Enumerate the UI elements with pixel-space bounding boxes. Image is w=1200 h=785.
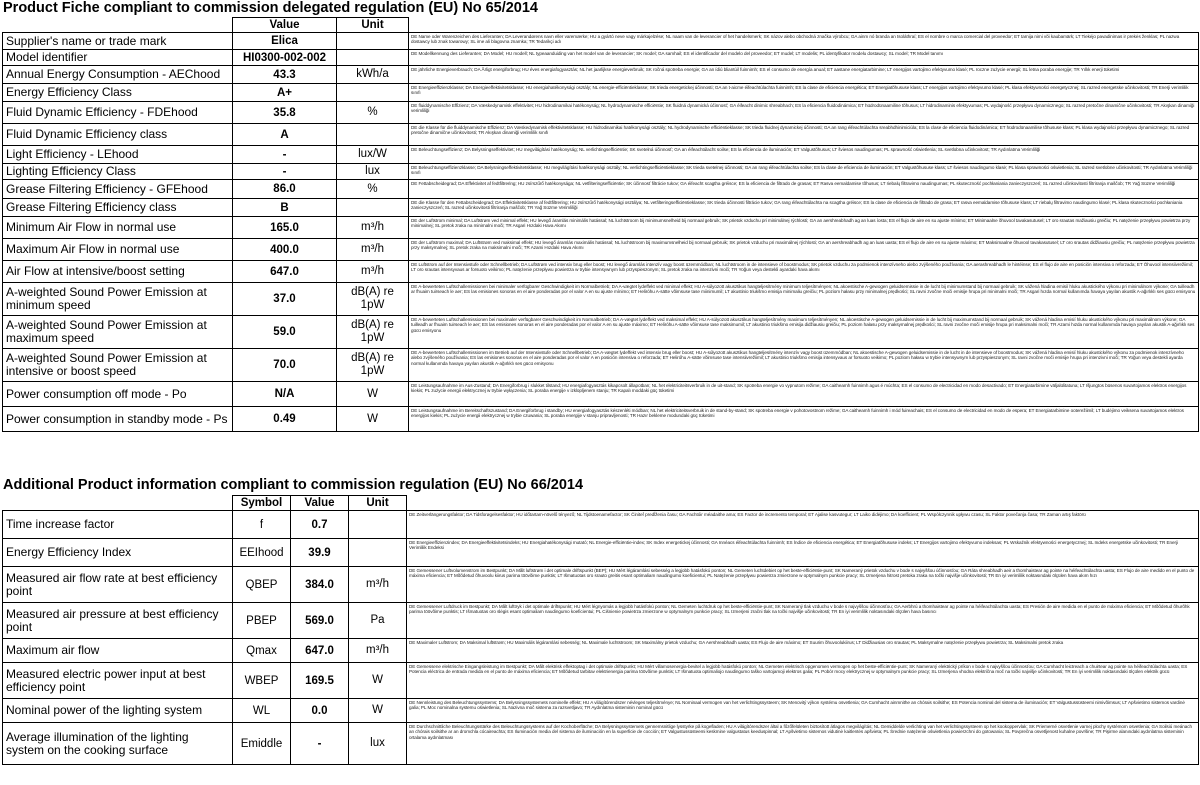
row-translations: DE fluiddynamische Effizienz; DA Væskedynamisk effektivitet; HU hidrodinamikai hatékonyság; NL hydrodynamische efficiëntie; SK fluidná dynamická účinnosť; GA éifeacht dinimic shreabhach; ES la eficiencia fluidodinámica; ET hüdrodünaamiline tõhusus; LT hidrodinaminis efektyvumas; PL wydajność przepływu dynamicznego; SL razred pretočne dinamične učinkovitosti; TR Akışkan dinamiği verimliliği — [409, 102, 1199, 124]
fiche-header-row — [3, 18, 1199, 33]
row-label: Model identifier — [3, 50, 233, 66]
row-value: 384.0 — [291, 567, 349, 603]
row-label: Minimum Air Flow in normal use — [3, 217, 233, 239]
row-translations: DE Name oder Warenzeichen des Lieferanten; DA Leverandørens navn eller varemærke; HU a gyártó neve vagy márkajelzése; NL naam van de leverancier of het handelsmerk; SK názov alebo obchodná značka výrobcu; GA ainm nó branda an tsoláthraí; ES el nombre o marca comercial del proveedor; ET tarnija nimi või kaubamärk; LT Tiekėjo pavadinimas ir prekės ženklas; PL nazwa dostawcy lub znak towarowy; SL ime ali blagovna znamka; TR Tedarikçi adı — [409, 33, 1199, 50]
row-unit: dB(A) re 1pW — [337, 316, 409, 349]
row-unit — [337, 84, 409, 102]
row-value: - — [291, 723, 349, 765]
additional-info-table — [2, 495, 1199, 765]
row-value: 39.9 — [291, 539, 349, 567]
row-label: Maximum Air Flow in normal use — [3, 239, 233, 261]
row-unit: W — [337, 382, 409, 407]
row-translations: DE die Klasse für den Fettabscheidegrad; DA Effektivitetsklasse af fedtfiltrering; HU zsírszűrő hatékonysági osztálya; NL vetfilteringsefficiëntieklasse; SK trieda účinnosti filtrácie tukov; GA rang éifeachtúlachta na scagtha gréisce; ES la clase de eficiencia de filtrado de grasa; ET rasva eemaldamise tõhususe klass; LT riebalų filtravimo naudingumo klasė; PL klasa skuteczności pochłaniania zanieczyszczeń; SL razred učinkovitosti filtriranja maščob; TR Yağ Süzme Verimliliği — [409, 199, 1199, 217]
row-unit — [337, 199, 409, 217]
table-row — [3, 349, 1199, 382]
row-value: 35.8 — [233, 102, 337, 124]
row-unit: m³/h — [337, 261, 409, 283]
table-row — [3, 239, 1199, 261]
row-value: 169.5 — [291, 663, 349, 699]
header-symbol: Symbol — [233, 496, 291, 511]
row-unit: lux/W — [337, 146, 409, 164]
table-row — [3, 261, 1199, 283]
row-unit: m³/h — [349, 567, 407, 603]
row-unit: dB(A) re 1pW — [337, 283, 409, 316]
row-label: Grease Filtering Efficiency - GFEhood — [3, 180, 233, 199]
row-label: Power consumption off mode - Po — [3, 382, 233, 407]
table-row — [3, 217, 1199, 239]
row-value: 86.0 — [233, 180, 337, 199]
table-row — [3, 567, 1199, 603]
row-symbol: EEIhood — [233, 539, 291, 567]
row-value: Elica — [233, 33, 337, 50]
row-translations: DE Beleuchtungseffizienzklasse; DA Belysningseffektivitetsklasse; HU megvilágítási hatékonysági osztály; NL verlichtingsefficiëntieklasse; SK trieda svetelnej účinnosti; GA an rang éifeachtúlachta soilse; ES la clase de eficiencia de iluminación; ET Valgustõhususe klass; LT šviesos naudingumo klasė; PL klasa sprawności oświetlenia; SL razred svetlobne učinkovitosti; TR Aydınlatma Verimliliği sınıfı — [409, 164, 1199, 180]
table-row — [3, 511, 1199, 539]
row-symbol: WBEP — [233, 663, 291, 699]
row-label: A-weighted Sound Power Emission at maximum speed — [3, 316, 233, 349]
row-translations: DE A-bewerteten Luftschallemissionen im Betrieb auf der Intensivstufe oder Schnellbetrieb; DA A-vægtet lydeffekt ved intensiv brug eller boost; HU A-súlyozott akusztikus hangteljesítmény intenzív vagy boost üzemmódban; NL akoestische A-gewogen geluidsemissie in de lucht in de intensieve of boostmodus; SK vážená hladina emisií hluku akustického výkonu za podmienok intenzívneho alebo zvýšeného používania; ES las emisiones sonoras en el aire ponderadas por el valor A en posición intensiva o reforzada; ET Heliróhu A-sätte võimsuse tase intensiivrežiimil; LT akustinio triukšmo emisija intensyvaus ar forsuoto veikimo; PL poziom hałasu w trybie intensywnym lub przyspieszonym; SL ravni zvočne moči emisije hrupa pri intenzivni moči; TR Yoğun veya destekli ayarda normal kullanımda havaya yayılan akustik A-ağırlıklı ses gücü emisyonu — [409, 349, 1199, 382]
header-unit: Unit — [349, 496, 407, 511]
row-translations: DE Nennleistung des Beleuchtungssystems; DA Belysningssystemets nominelle effekt; HU A világítórendszer névleges teljesítménye; NL Nominaal vermogen van het verlichtingssysteem; SK Menovitý výkon systému osvetlenia; GA Cumhacht ainmnithe an chórais soilsithe; ES Potencia nominal del sistema de iluminación; ET Valgustussüsteemi nimivõimsus; LT Apšvietimo sistemos vardinė galia; PL Moc nominalna systemu oświetlenia; SL Nazivna moč sistema za razsvetljavo; TR Aydınlatma sisteminin nominal gücü — [407, 699, 1199, 723]
row-value: 0.0 — [291, 699, 349, 723]
row-unit: lux — [337, 164, 409, 180]
row-translations: DE die Klasse für die fluiddynamische Effizienz; DA Væskedynamisk effektivitetsklasse; HU hidrodinamikai hatékonysági osztály; NL hydrodynamische efficiëntieklasse; SK trieda fluidnej dynamickej účinnosti; GA an rang éifeachtúlachta sreabhdhinimiciúla; ES la clase de eficiencia fluidodinámica; ET hüdrodünaamilise tõhususe klass; PL klasa wydajności przepływu dynamicznego; SL razred pretočne dinamične učinkovitosti; TR Akışkan dinamiği verimlilik sınıfı — [409, 124, 1199, 146]
row-label: Measured air pressure at best efficiency point — [3, 603, 233, 639]
row-translations: DE der Luftstrom minimal; DA Luftstrøm ved minimal effekt; HU levegő áramlás minimális hatással; NL luchtstroom bij minimumsnelheid bij normaal gebruik; SK prietok vzduchu pri minimálnej rýchlosti; GA an aershreabhadh ag an luas íosta; ES el flujo de aire en su ajuste mínimo; ET Minimaalne õhuvool tavakasutusel; LT oro srautas mažiausiu greičiu; PL natężenie przepływu powietrza przy minimalnej; SL pretok zraka na minimalni moči; TR Asgari Hızdaki Hava Akımı — [409, 217, 1199, 239]
header-blank — [409, 18, 1199, 33]
row-value: 647.0 — [291, 639, 349, 663]
row-symbol: Emiddle — [233, 723, 291, 765]
row-unit — [337, 124, 409, 146]
table-row — [3, 539, 1199, 567]
row-translations: DE Beleuchtungseffizienz; DA Belysningseffektivitet; HU megvilágítási hatékonyság; NL verlichtingsefficiëntie; SK svetelná účinnosť; GA an éifeachtúlacht soilse; ES la eficiencia de iluminación; ET Valgustõhusus; LT šviesos naudingumas; PL sprawność oświetlenia; SL svetlobna učinkovitost; TR Aydınlatma Verimliliği — [409, 146, 1199, 164]
row-translations: DE Energieeffizienzklasse; DA Energieeffektivitetsklasse; HU energiahatékonysági osztály; NL energie-efficiëntieklasse; SK trieda energetickej účinnosti; GA an t-aicme éifeachtúlachta fuinnimh; ES la clase de eficiencia energética; ET Energiatõhususe klass; LT energijos vartojimo efektyvumo klasė; PL klasa efektywności energetycznej; SL razred energetske učinkovitosti; TR Enerji verimlilik sınıfı — [409, 84, 1199, 102]
row-unit: m³/h — [349, 639, 407, 663]
row-label: Lighting Efficiency Class — [3, 164, 233, 180]
row-unit: lux — [349, 723, 407, 765]
row-unit: % — [337, 180, 409, 199]
table-row — [3, 124, 1199, 146]
header-blank — [3, 496, 233, 511]
row-label: Grease Filtering Efficiency class — [3, 199, 233, 217]
table-row — [3, 102, 1199, 124]
row-unit: m³/h — [337, 217, 409, 239]
row-translations: DE Zeitverlängerungsfaktor; DA Tidsforøgelsesfaktor; HU időtartam-növelő tényező; NL Tijdstoenamefactor; SK Činiteľ predĺženia času; GA Fachtóir méadaithe ama; ES Factor de incremento temporal; ET Ajalise kasvutegur; LT Laiko didėjimo; DA koefficient; PL Współczynnik upływu czasu; SL Faktor povečanja časa; TR Zaman artış faktörü — [407, 511, 1199, 539]
fiche-title: Product Fiche compliant to commission delegated regulation (EU) No 65/2014 — [3, 0, 538, 16]
row-translations: DE Fettabscheidegrad; DA Effektivitet af fedtfiltrering; HU zsírszűrő hatékonysága; NL vetfilteringsefficiëntie; SK účinnosť filtrácie tukov; GA éifeacht scagtha gréisce; ES la eficiencia de filtrado de grasas; ET Rasva eemaldamise tõhusus; LT riebalų filtravimo naudingumas; PL skuteczność pochłaniania zanieczyszczeń; SL razred učinkovitosti filtriranja maščob; TR Yağ Süzme Verimliliği — [409, 180, 1199, 199]
table-row — [3, 407, 1199, 432]
row-label: Energy Efficiency Index — [3, 539, 233, 567]
row-translations: DE Gemessener Luftvolumenstrom im Bestpunkt; DA Målt luftstrøm i det optimale driftspunkt (BEP); HU Mért légáramlási sebesség a legjobb hatásfokú ponton; NL Gemeten luchtdebiet op het beste-efficiëntie-punt; SK Nameraný prietok vzduchu v bode s najvyššou účinnosťou; GA Ráta shreabhadh aeir a thomhaistear ag pointe na héifeachtúlachta uasta; ES Flujo de aire medido en el punto de máxima eficiencia; ET Mõõdetud õhuvoolu kiirus parima töövõime punktis; LT Išmatuotas oro srauto greitis esant optimaliam naudingumo koeficientui; PL Natężenie przepływu powietrza zmierzone w optymalnym punkcie pracy; SL Izmerjena hitrost pretoka zraka na točki najvišje učinkovitosti; TR En iyi verimlilik noktasındaki ölçülen hava akım hızı — [407, 567, 1199, 603]
row-label: A-weighted Sound Power Emission at intensive or boost speed — [3, 349, 233, 382]
table-row — [3, 699, 1199, 723]
row-translations: DE Gemessene elektrische Eingangsleistung im Bestpunkt; DA Målt elektrisk effektoptag i det optimale driftspunkt; HU Mért villamosenergia-bevitel a legjobb hatásfokú ponton; NL Gemeten elektrisch opgenomen vermogen op het beste-efficiëntie-punt; SK Nameraný elektrický príkon v bode s najvyššou účinnosťou; GA Cumhacht leictreach a chuirtear ag pointe na héifeachtúlachta uasta; ES Potencia eléctrica de entrada medida en el punto de máxima eficiencia; ET Mõõdetud tarbitav elektrienergia parima töövõime punktis; LT Išmatuota optimaliojo naudingumo taško vartojamoji elektros galia; PL Pobór mocy elektrycznej w optymalnym punkcie pracy; SL Izmerjena vhodna električna moč na točki najvišje učinkovitosti; TR En iyi verimlilik noktasındaki ölçülen elektrik gücü — [407, 663, 1199, 699]
row-label: Energy Efficiency Class — [3, 84, 233, 102]
table-row — [3, 603, 1199, 639]
row-value: A — [233, 124, 337, 146]
table-row — [3, 33, 1199, 50]
row-translations: DE Luftstrom auf der Intensivstufe oder Schnellbetrieb; DA Luftstrøm ved intensiv brug eller boost; HU levegő áramlás intenzív vagy boost üzemmódban; NL luchtstroom in de intensieve of boostmodus; SK prietok vzduchu za podmienok intenzívneho alebo zvýšeného používania; GA aerashreabhadh le hintéinse; ES el flujo de aire en posición intensiva o reforzada; ET Õhuvool intensiivrežiimil; LT oro srautas intensyvaus ar forsuoto veikimo; PL natężenie przepływu powietrza w trybie intensywnym lub przyspieszonym; SL pretok zraka na intenzivni moči; TR Yoğun veya destekli ayardaki hava akımı — [409, 261, 1199, 283]
header-value: Value — [291, 496, 349, 511]
row-unit — [349, 539, 407, 567]
row-label: Average illumination of the lighting system on the cooking surface — [3, 723, 233, 765]
row-translations: DE A-bewerteten Luftschallemissionen bei maximaler verfügbarer Geschwindigkeit im Normalbetrieb; DA A-vægtet lydeffekt ved maksimal effekt; HU A-súlyozott akusztikus hangteljesítmény maximum teljesítményen; NL akoestische A-gewogen geluidsemissie in de lucht bij maximumstand bij normaal gebruik; SK vážená hladina emisií hluku akustického výkonu pri maximálnom výkone; GA tuilleadh ar fhuaim tuirseach le aer; ES las emisiones sonoras en el aire ponderadas por el valor A en su ajuste máximo; ET Heliróhu A-sätte võimsuse tase maksimumil; LT akustinio triukšmo emisija didžiausiu greičiu; PL poziom hałasu przy maksymalnej prędkości; SL ravni zvočne moči emisije hrupa pri maksimalni moči; TR Azami hızda normal kullanımda havaya yayılan akustik A-ağırlıklı ses gücü emisyonu — [409, 316, 1199, 349]
row-translations: DE der Luftstrom maximal; DA Luftstrøm ved maksimal effekt; HU levegő áramlás maximális hatással; NL luchtstroom bij maximumsnelheid bij normaal gebruik; SK prietok vzduchu pri maximálnej rýchlosti; GA an aershreabhadh ag an luas uasta; ES el flujo de aire en su ajuste máximo; ET Maksimaalne õhuvool tavakasutusel; LT oro srautas didžiausiu greičiu; PL natężenie przepływu powietrza przy maksymalnej; SL pretok zraka na maksimalni moči; TR Azami Hızdaki Hava Akımı — [409, 239, 1199, 261]
header-blank — [407, 496, 1199, 511]
row-value: 43.3 — [233, 66, 337, 84]
table-row — [3, 382, 1199, 407]
product-fiche-table — [2, 17, 1199, 432]
table-row — [3, 180, 1199, 199]
row-label: Annual Energy Consumption - AEChood — [3, 66, 233, 84]
table-row — [3, 639, 1199, 663]
row-label: Nominal power of the lighting system — [3, 699, 233, 723]
row-label: Light Efficiency - LEhood — [3, 146, 233, 164]
row-symbol: QBEP — [233, 567, 291, 603]
row-unit: kWh/a — [337, 66, 409, 84]
row-translations: DE Modellkennung des Lieferanten; DA Model; HU modell; NL typeaanduiding van het model van de leverancier; SK model; GA samhail; ES el identificador del modelo del proveedor; ET mudel; LT modelis; PL identyfikator modelu dostawcy; SL model; TR Model tanımı — [409, 50, 1199, 66]
row-value: B — [233, 199, 337, 217]
header-unit: Unit — [337, 18, 409, 33]
row-label: Maximum air flow — [3, 639, 233, 663]
row-unit: dB(A) re 1pW — [337, 349, 409, 382]
table-row — [3, 84, 1199, 102]
header-blank — [3, 18, 233, 33]
table-row — [3, 146, 1199, 164]
row-label: Time increase factor — [3, 511, 233, 539]
row-value: 0.7 — [291, 511, 349, 539]
row-label: Measured air flow rate at best efficiency point — [3, 567, 233, 603]
additional-title: Additional Product information compliant to commission regulation (EU) No 66/2014 — [3, 477, 584, 493]
additional-header-row — [3, 496, 1199, 511]
row-unit — [349, 511, 407, 539]
row-label: Fluid Dynamic Efficiency class — [3, 124, 233, 146]
row-unit: W — [337, 407, 409, 432]
row-symbol: WL — [233, 699, 291, 723]
row-value: 165.0 — [233, 217, 337, 239]
row-value: 400.0 — [233, 239, 337, 261]
row-value: HI0300-002-002 — [233, 50, 337, 66]
row-label: Measured electric power input at best efficiency point — [3, 663, 233, 699]
table-row — [3, 316, 1199, 349]
row-translations: DE A-bewerteten Luftschallemissionen bei minimaler verfügbarer Geschwindigkeit im Normalbetrieb; DA A-vægtet lydeffekt ved minimal effekt; HU A-súlyozott akusztikus hangteljesítmény minimum teljesítményen; NL akoestische A-gewogen geluidsemissie in de lucht bij minimumstand bij normaal gebruik; SK vážená hladina emisií hluku akustického výkonu pri minimálnom výkone; GA tuilleadh ar fhuaim tuirseach le aer; ES las emisiones sonoras en el aire ponderadas por el valor A en su ajuste mínimo; ET Heliróhu A-sätte võimsuse tase miinimumil; LT akustinio triukšmo emisija minimaliu greičiu; PL poziom hałasu przy minimalnej prędkości; SL ravni zvočne moči emisije hrupa pri minimalni moči; TR Asgari hızda normal kullanımda havaya yayılan akustik A-ağırlıklı ses gücü emisyonu — [409, 283, 1199, 316]
additional-rows — [3, 511, 1199, 765]
row-label: Air Flow at intensive/boost setting — [3, 261, 233, 283]
row-unit: m³/h — [337, 239, 409, 261]
row-value: A+ — [233, 84, 337, 102]
row-value: 0.49 — [233, 407, 337, 432]
row-value: N/A — [233, 382, 337, 407]
row-label: Fluid Dynamic Efficiency - FDEhood — [3, 102, 233, 124]
row-label: Power consumption in standby mode - Ps — [3, 407, 233, 432]
row-value: 37.0 — [233, 283, 337, 316]
header-value: Value — [233, 18, 337, 33]
row-value: 647.0 — [233, 261, 337, 283]
row-unit — [337, 50, 409, 66]
row-symbol: f — [233, 511, 291, 539]
row-unit — [337, 33, 409, 50]
table-row — [3, 66, 1199, 84]
row-unit: Pa — [349, 603, 407, 639]
row-unit: W — [349, 663, 407, 699]
row-unit: % — [337, 102, 409, 124]
table-row — [3, 283, 1199, 316]
row-label: A-weighted Sound Power Emission at minimum speed — [3, 283, 233, 316]
row-value: - — [233, 164, 337, 180]
row-unit: W — [349, 699, 407, 723]
row-translations: DE Energieeffizienzindex; DA Energieeffektivitetsindeks; HU Energiahatékonysági mutató; NL Energie-efficiëntie-index; SK Index energetickej účinnosti; GA Innéacs éifeachtúlachta fuinnimh; ES Índice de eficiencia energética; ET Energiatõhususe indeks; LT Energijos vartojimo efektyvumo indeksas; PL Wskaźnik efektywności energetycznej; SL Indeks energetske učinkovitosti; TR Enerji Verimlilik Endeksi — [407, 539, 1199, 567]
table-row — [3, 723, 1199, 765]
table-row — [3, 164, 1199, 180]
row-translations: DE Leistungsaufnahme im Aus-Zustand; DA Energiforbrug i slukket tilstand; HU energiafogyasztás kikapcsolt állapotban; NL het elektriciteitsverbruik in de uit-stand; SK spotreba energie vo vypnutom režime; GA caitheamh fuinnimh agus é múchta; ES el consumo de electricidad en modo desactivado; ET Energiatarbimine väljalülitatuna; LT Išjungtos būsenos suvartojamos elektros energijos kiekis; PL zużycie energii elektrycznej w trybie wyłączenia; SL poraba energije v izklopljenem stanju; TR Kapalı moddaki güç tüketimi — [409, 382, 1199, 407]
row-translations: DE Maximaler Luftstrom; DA Maksimal luftstrøm; HU Maximális légáramlási sebesség; NL Maximale luchtstroom; SK Maximálny prietok vzduchu; GA Aershreabhadh uasta; ES Flujo de aire máximo; ET Suurim õhuvoolukiirus; LT Didžiausias oro srautas; PL Maksymalne natężenie przepływu powietrza; SL Maksimalni pretok zraka — [407, 639, 1199, 663]
row-symbol: Qmax — [233, 639, 291, 663]
row-symbol: PBEP — [233, 603, 291, 639]
row-value: 70.0 — [233, 349, 337, 382]
row-translations: DE Durchschnittliche Beleuchtungsstärke des Beleuchtungssystems auf der Kochoberfläche; DA Belysningssystemets gennemsnitlige lysstyrke på kogefladen; HU A világítórendszer által a főzőfelületen biztosított átlagos megvilágítás; NL Gemiddelde verlichting van het verlichtingssysteem op het kookoppervlak; SK Priemerné osvetlenie varnej plochy systémom osvetlenia; GA Soilsiú meánach an chórais soilsithe ar an dromchla cócaireachta; ES Iluminación media del sistema de iluminación en la superficie de cocción; ET Valgustussüsteemi keskmine valgustatus keeduspinnal; LT Apšvietimo sistemos vidutinė kaitlentės apšvieta; PL Średnie natężenie oświetlenia powierzchni do gotowania; SL Povprečna osvetljenost kuhalne površine; TR Pişirme alanındaki aydınlatma sisteminin ortalama aydınlatması — [407, 723, 1199, 765]
row-value: - — [233, 146, 337, 164]
fiche-rows — [3, 33, 1199, 432]
row-label: Supplier's name or trade mark — [3, 33, 233, 50]
row-value: 59.0 — [233, 316, 337, 349]
table-row — [3, 199, 1199, 217]
row-value: 569.0 — [291, 603, 349, 639]
table-row — [3, 50, 1199, 66]
table-row — [3, 663, 1199, 699]
row-translations: DE jährliche Energieverbrauch; DA Årligt energiforbrug; HU éves energiafogyasztás; NL het jaarlijkse energieverbruik; SK ročná spotreba energie; GA an ídiú bliantúil fuinnimh; ES el consumo de energía anual; ET aastane energiatarbimine; LT energijos vartojimo efektyvumo klasė; PL roczne zużycie energii; SL letna poraba energije; TR Yıllık enerji tüketimi — [409, 66, 1199, 84]
row-translations: DE Leistungsaufnahme im Bereitschaftszustand; DA Energiforbrug i standby; HU energiafogyasztás készenléti módban; NL het elektriciteitsverbruik in de stand-by-stand; SK spotreba energie v pohotovostnom režime; GA caitheamh fuinnimh i mód fuireachais; ES el consumo de electricidad en modo de espera; ET Energiatarbimine ooterežiimil; LT budėjimo veiksena suvartojamos elektros energijos kiekis; PL zużycie energii elektrycznej w trybie czuwania; SL poraba energije v stanju pripravljenosti; TR Hazır bekleme modundaki güç tüketimi — [409, 407, 1199, 432]
row-translations: DE Gemessener Luftdruck im Bestpunkt; DA Målt lufttryk i det optimale driftspunkt; HU Mért légnyomás a legjobb hatásfokú ponton; NL Gemeten luchtdruk op het beste-efficiëntie-punt; SK Nameraný tlak vzduchu v bode s najvyššou účinnosťou; GA Aerbhrú a thomhaistear ag pointe na héifeachtúlachta uasta; ES Presión de aire medida en el punto de máxima eficiencia; ET Mõõdetud õhurõhk parima töövõime punktis; LT Išmatuotas oro slėgis esant optimaliam naudingumo koeficientui; PL Ciśnienie powietrza zmierzone w optymalnym punkcie pracy; SL Izmerjeni zračni tlak na točki najvišje učinkovitosti; TR En iyi verimlilik noktasındaki ölçülen hava basıncı — [407, 603, 1199, 639]
